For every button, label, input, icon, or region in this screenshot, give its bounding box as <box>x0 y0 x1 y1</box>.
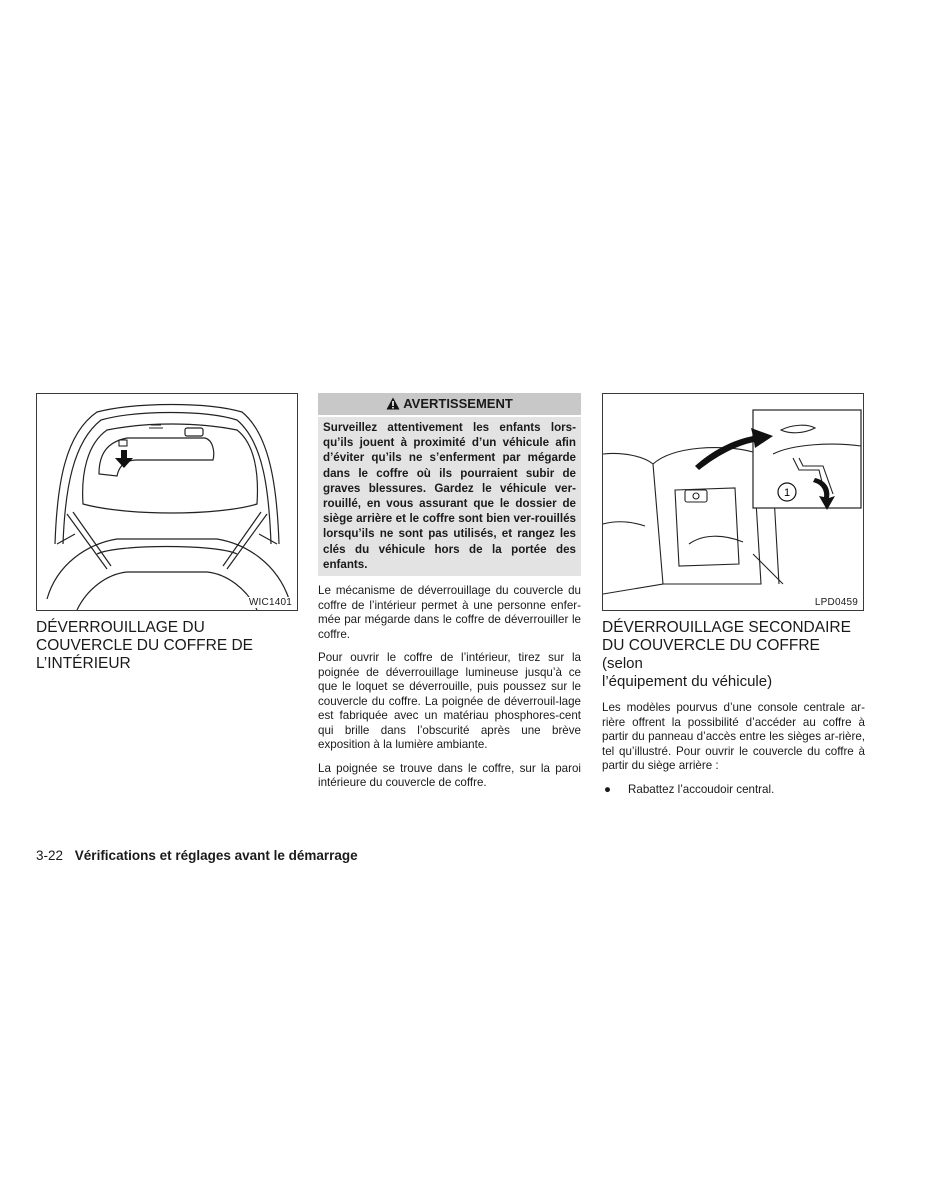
figure-code: LPD0459 <box>814 597 858 608</box>
heading-line: DÉVERROUILLAGE SECONDAIRE <box>602 619 851 636</box>
list-item <box>602 783 865 798</box>
warning-triangle-icon <box>386 395 400 417</box>
warning-text: Surveillez attentivement les enfants lors-qu’ils jouent à proximité d’un véhicule afin d’éviter qu’ils ne s’enferment par mégarde dans le coffre où ils pourraient subir de graves blessures. Gardez le véhicule ver-rouillé, en vous assurant que le dossier de siège arrière et le coffre sont bien ver-rouillés lorsqu’ils ne sont pas utilisés, et rangez les clés du véhicule hors de la portée des enfants. <box>318 417 581 576</box>
section-heading-interior-release <box>36 619 298 673</box>
body-paragraph: Pour ouvrir le coffre de l’intérieur, tirez sur la poignée de déverrouillage lumineuse jusqu’à ce que le loquet se déverrouille, puis poussez sur le couvercle du coffre. La poignée de déverrouil-lage est fabriquée avec un matériau phosphores-cent qui brille dans l’obscurité après une brève exposition à la lumière ambiante. <box>318 651 581 752</box>
body-paragraph: Le mécanisme de déverrouillage du couvercle du coffre de l’intérieur permet à une personne enfer-mée par mégarde dans le coffre de déverrouiller le coffre. <box>318 584 581 641</box>
heading-suffix: (selon <box>602 655 643 672</box>
body-paragraph: La poignée se trouve dans le coffre, sur la paroi intérieure du couvercle de coffre. <box>318 761 581 790</box>
page-footer <box>36 848 358 863</box>
heading-line: COUVERCLE DU COFFRE DE <box>36 637 254 654</box>
callout-number: 1 <box>783 487 791 499</box>
release-arrow-icon <box>115 440 133 468</box>
bullet-dot-icon: ● <box>604 782 612 796</box>
left-column <box>36 393 298 673</box>
heading-line: L’INTÉRIEUR <box>36 655 131 672</box>
warning-title: AVERTISSEMENT <box>403 396 513 411</box>
figure-code: WIC1401 <box>248 597 292 608</box>
list-item-text: Rabattez l’accoudoir central. <box>628 782 775 796</box>
right-column <box>602 393 865 797</box>
heading-line: DÉVERROUILLAGE DU <box>36 619 205 636</box>
heading-sub: l’équipement du véhicule) <box>602 673 773 690</box>
section-heading-secondary-release <box>602 619 865 691</box>
trunk-interior-illustration <box>36 393 298 611</box>
middle-column <box>318 393 581 800</box>
warning-header <box>318 393 581 415</box>
rear-seat-access-illustration <box>602 393 864 611</box>
section-title: Vérifications et réglages avant le démarrage <box>74 848 358 863</box>
page-number: 3-22 <box>36 848 64 863</box>
body-paragraph: Les modèles pourvus d’une console centrale ar-rière offrent la possibilité d’accéder au coffre à partir du panneau d’accès entre les sièges ar-rière, tel qu’illustré. Pour ouvrir le couvercle du coffre à partir du siège arrière : <box>602 701 865 772</box>
heading-line: DU COUVERCLE DU COFFRE <box>602 637 820 654</box>
rear-console-drawing <box>603 394 863 610</box>
trunk-lid-drawing <box>37 394 297 610</box>
